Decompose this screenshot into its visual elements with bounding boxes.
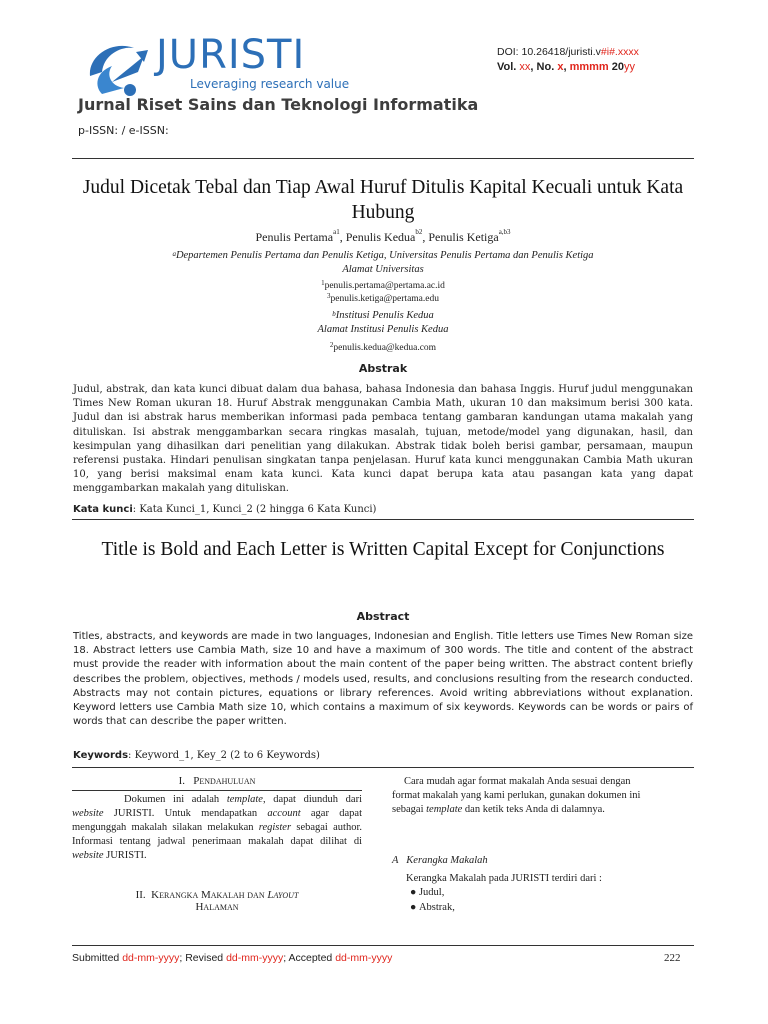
paper-title-en: Title is Bold and Each Letter is Written Capital Except for Conjunctions xyxy=(101,539,665,560)
subsection-a-intro: Kerangka Makalah pada JURISTI terdiri dari : xyxy=(406,873,602,884)
volume-line: Vol. xx, No. x, mmmm 20yy xyxy=(497,61,635,73)
keywords-divider xyxy=(72,767,694,768)
email-author-1: $^1$penulis.pertama@pertama.ac.id xyxy=(321,279,445,291)
email-author-2: $^2$penulis.kedua@kedua.com xyxy=(329,341,437,353)
journal-name: Jurnal Riset Sains dan Teknologi Informatika xyxy=(78,95,479,114)
submission-dates: Submitted dd-mm-yyyy; Revised dd-mm-yyyy; Accepted dd-mm-yyyy xyxy=(72,952,393,964)
email-author-3: $^3$penulis.ketiga@pertama.edu xyxy=(327,292,439,304)
doi-line: DOI: 10.26418/juristi.v#i#.xxxx xyxy=(497,46,639,58)
paper-title-id: Judul Dicetak Tebal dan Tiap Awal Huruf Ditulis Kapital Kecuali untuk Kata Hubung xyxy=(82,177,684,223)
section-2-heading: II. Kerangka Makalah dan Layout Halaman xyxy=(135,889,299,913)
format-paragraph: Cara mudah agar format makalah Anda sesuai dengan format makalah yang kami perlukan, gunakan dokumen ini sebagai template dan ketik teks Anda di dalamnya. xyxy=(392,776,641,815)
section-1-heading: I. Pendahuluan xyxy=(178,775,256,787)
footer-divider xyxy=(72,945,694,946)
abstrak-heading: Abstrak xyxy=(358,362,408,375)
list-item: ● Abstrak, xyxy=(410,902,455,913)
abstract-divider xyxy=(72,519,694,520)
subsection-a-heading: A Kerangka Makalah xyxy=(392,855,488,866)
page-number: 222 xyxy=(664,952,681,964)
abstrak-body: Judul, abstrak, dan kata kunci dibuat dalam dua bahasa, bahasa Indonesia dan bahasa Inggis. Huruf judul menggunakan Times New Roman ukuran 18. Huruf Abstrak menggunakan Cambia Math, ukuran 10 dan maksimum berisi 300 kata. Judul dan isi abstrak harus memberikan informasi pada pembaca tentang gambaran kandungan utama makalah yang dituliskan. Isi abstrak menggambarkan secara ringkas masalah, tujuan, metode/model yang digunakan, hasil, dan kesimpulan yang dihasilkan dari penelitian yang dilakukan. Abstrak tidak boleh berisi gambar, persamaan, maupun referensi pustaka. Hindari penulisan singkatan tanpa penjelasan. Huruf kata kunci menggunakan Cambia Math ukuran 10, yang berisi maksimal enam kata kunci. Kata kunci dapat berupa kata atau pasangan kata yang dapat menggambarkan makalah yang dituliskan. xyxy=(73,384,693,495)
section-1-rule xyxy=(72,790,362,791)
keywords: Keywords: Keyword_1, Key_2 (2 to 6 Keywords) xyxy=(73,750,320,761)
abstract-heading: Abstract xyxy=(356,610,410,623)
logo-tagline: Leveraging research value xyxy=(190,77,350,91)
header-divider xyxy=(72,158,694,159)
abstract-body: Titles, abstracts, and keywords are made in two languages, Indonesian and English. Title letters use Times New Roman size 18. Abstract letters use Cambia Math, size 10 and have a maximum of 300 words. The title and content of the abstract must provide the reader with information about the main content of the paper being written. The abstract content briefly describes the problem, objectives, methods / models used, results, and conclusions resulting from the research conducted. Abstracts may not contain pictures, equations or library references. Avoid writing abbreviations without explanation. Keyword letters use Cambia Math size 10, which contains a maximum of six keywords. Keywords can be words or pairs of words that can describe the paper written. xyxy=(73,631,693,728)
affiliation-a: $^a$Departemen Penulis Pertama dan Penulis Ketiga, Universitas Penulis Pertama dan Penulis Ketiga Alamat Universitas xyxy=(172,250,594,275)
intro-paragraph: Dokumen ini adalah template, dapat diunduh dari website JURISTI. Untuk mendapatkan account agar dapat mengunggah makalah silakan melakukan register sebagai author. Informasi tentang jadwal penerimaan makalah dapat dilihat di website JURISTI. xyxy=(72,794,362,861)
affiliation-b: $^b$Institusi Penulis Kedua Alamat Institusi Penulis Kedua xyxy=(317,310,449,335)
logo-wordmark: JURISTI xyxy=(156,32,306,78)
list-item: ● Judul, xyxy=(410,887,445,898)
issn-line: p-ISSN: / e-ISSN: xyxy=(78,124,169,137)
kata-kunci: Kata kunci: Kata Kunci_1, Kunci_2 (2 hingga 6 Kata Kunci) xyxy=(73,504,377,515)
author-list: Penulis Pertama$^{a1}$, Penulis Kedua$^{b2}$, Penulis Ketiga$^{a,b3}$ xyxy=(255,228,511,244)
